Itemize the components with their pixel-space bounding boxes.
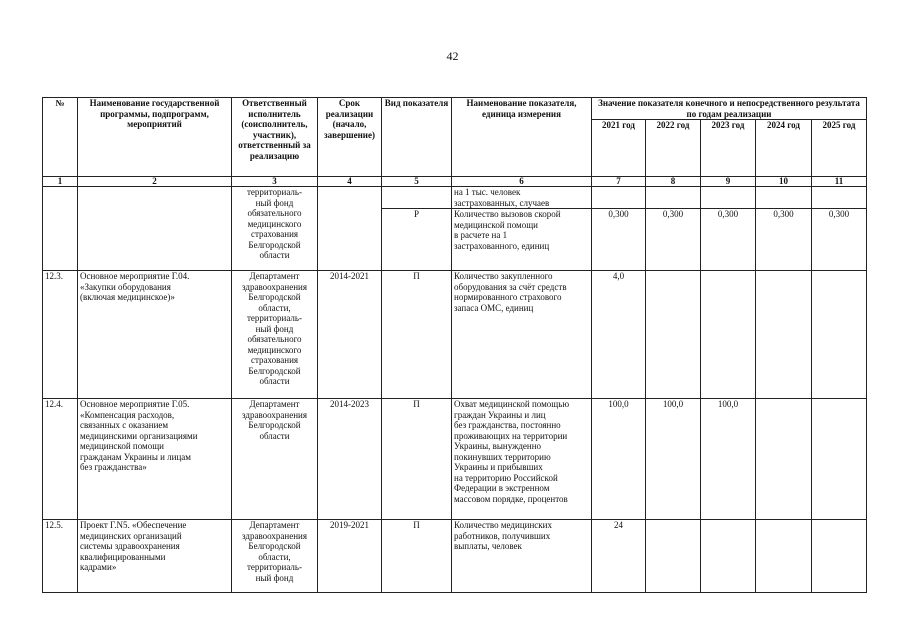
row-executor-line: Департамент xyxy=(249,399,300,409)
header-year-2025: 2025 год xyxy=(812,120,867,177)
cont-name-cell xyxy=(78,187,232,271)
row-name-line: «Компенсация расходов, xyxy=(80,409,175,420)
table-row xyxy=(43,520,867,593)
cont-executor-line: области xyxy=(259,250,290,260)
row-executor-line: ный фонд xyxy=(255,323,294,334)
value-cell xyxy=(756,187,812,209)
row-name-cell xyxy=(78,271,232,399)
column-number: 11 xyxy=(812,177,867,187)
value-cell xyxy=(646,271,701,399)
row-indicator-line: Федерации в экстренном xyxy=(454,483,550,493)
cont-indicator-b-line: медицинской помощи xyxy=(454,219,538,230)
row-name-line: медицинскими организациями xyxy=(80,430,198,441)
row-indicator-line: работников, получивших xyxy=(454,530,551,541)
row-executor-cell xyxy=(232,399,318,520)
cont-indicator-a-line: застрахованных, случаев xyxy=(454,197,550,208)
cont-indicator-b-line: застрахованного, единиц xyxy=(454,240,550,251)
row-executor-line: территориаль- xyxy=(246,313,303,323)
cont-indicator-a-line: на 1 тыс. человек xyxy=(454,187,521,197)
row-term: 2019-2021 xyxy=(318,520,382,593)
header-year-2021: 2021 год xyxy=(592,120,646,177)
row-executor-line: обязательного xyxy=(247,334,302,344)
header-term: Срок реализации (начало, завершение) xyxy=(318,98,382,177)
row-executor-line: области, xyxy=(258,551,291,562)
column-number: 1 xyxy=(43,177,78,187)
value-cell: 0,300 xyxy=(646,209,701,271)
row-type: П xyxy=(382,520,452,593)
row-term: 2014-2021 xyxy=(318,271,382,399)
cont-executor-line: обязательного xyxy=(247,208,302,218)
row-indicator-line: запаса ОМС, единиц xyxy=(454,302,534,313)
row-executor-line: Белгородской xyxy=(248,420,301,430)
row-indicator-line: покинувших территорию xyxy=(454,451,551,462)
row-number: 12.5. xyxy=(43,520,78,593)
row-name-line: кадрами» xyxy=(80,562,117,572)
continuation-row-a xyxy=(43,187,867,209)
cont-executor-line: ный фонд xyxy=(255,197,294,208)
row-name-cell xyxy=(78,399,232,520)
cont-indicator-a-cell xyxy=(452,187,592,209)
row-indicator-line: Охват медицинской помощью xyxy=(454,399,570,409)
row-indicator-cell xyxy=(452,271,592,399)
column-numbers-row xyxy=(43,177,867,187)
value-cell xyxy=(646,187,701,209)
column-number: 5 xyxy=(382,177,452,187)
row-name-line: системы здравоохранения xyxy=(80,541,180,551)
row-indicator-line: на территорию Российской xyxy=(454,472,558,483)
value-cell xyxy=(812,187,867,209)
header-no: № xyxy=(43,98,78,177)
value-cell xyxy=(756,399,812,520)
row-executor-line: страхования xyxy=(250,355,299,365)
value-cell: 0,300 xyxy=(756,209,812,271)
cont-indicator-b-line: Количество вызовов скорой xyxy=(454,209,561,219)
row-executor-line: здравоохранения xyxy=(241,409,307,420)
cont-executor-line: территориаль- xyxy=(246,187,303,197)
value-cell: 0,300 xyxy=(592,209,646,271)
column-number: 6 xyxy=(452,177,592,187)
row-name-line: Основное мероприятие Г.05. xyxy=(80,399,190,409)
cont-executor-cell xyxy=(232,187,318,271)
row-indicator-line: нормированного страхового xyxy=(454,292,562,302)
value-cell xyxy=(756,271,812,399)
cont-executor-line: страхования xyxy=(250,229,299,239)
value-cell: 24 xyxy=(592,520,646,593)
row-name-line: медицинских организаций xyxy=(80,530,182,541)
value-cell xyxy=(701,520,756,593)
row-executor-line: медицинского xyxy=(247,344,302,355)
value-cell xyxy=(756,520,812,593)
row-executor-line: здравоохранения xyxy=(241,281,307,292)
header-year-2023: 2023 год xyxy=(701,120,756,177)
value-cell xyxy=(701,187,756,209)
header-type: Вид показателя xyxy=(382,98,452,177)
row-name-line: (включая медицинское)» xyxy=(80,292,175,302)
column-number: 2 xyxy=(78,177,232,187)
column-number: 8 xyxy=(646,177,701,187)
value-cell xyxy=(592,187,646,209)
column-number: 9 xyxy=(701,177,756,187)
row-indicator-line: оборудования за счёт средств xyxy=(454,281,567,292)
row-indicator-line: Украины, вынужденно xyxy=(454,441,542,451)
row-name-line: гражданам Украины и лицам xyxy=(80,451,191,462)
row-name-line: квалифицированными xyxy=(80,551,166,562)
row-indicator-line: Украины и прибывших xyxy=(454,462,543,472)
header-values: Значение показателя конечного и непосредственного результата по годам реализации xyxy=(592,98,867,120)
header-indicator: Наименование показателя, единица измерения xyxy=(452,98,592,177)
row-name-line: Основное мероприятие Г.04. xyxy=(80,271,190,281)
row-executor-line: области, xyxy=(258,302,291,313)
row-type: П xyxy=(382,399,452,520)
cont-term-cell xyxy=(318,187,382,271)
value-cell: 4,0 xyxy=(592,271,646,399)
row-executor-line: области xyxy=(259,430,290,441)
row-executor-line: Белгородской xyxy=(248,365,301,376)
value-cell: 0,300 xyxy=(701,209,756,271)
row-indicator-line: проживающих на территории xyxy=(454,430,568,441)
row-name-line: без гражданства» xyxy=(80,462,147,472)
row-executor-line: здравоохранения xyxy=(241,530,307,541)
table-row xyxy=(43,399,867,520)
row-executor-line: Белгородской xyxy=(248,541,301,551)
program-table xyxy=(42,97,867,593)
row-executor-line: Департамент xyxy=(249,271,300,281)
header-executor: Ответственный исполнитель (соисполнитель, участник), ответственный за реализацию xyxy=(232,98,318,177)
row-executor-line: ный фонд xyxy=(255,572,294,583)
cont-indicator-b-line: в расчете на 1 xyxy=(454,230,508,240)
row-name-line: связанных с оказанием xyxy=(80,420,169,430)
row-name-line: Проект Г.N5. «Обеспечение xyxy=(80,520,187,530)
row-executor-line: области xyxy=(259,376,290,386)
cont-executor-line: Белгородской xyxy=(248,239,301,250)
row-name-line: «Закупки оборудования xyxy=(80,281,171,292)
value-cell xyxy=(812,520,867,593)
column-number: 4 xyxy=(318,177,382,187)
value-cell xyxy=(812,271,867,399)
header-row xyxy=(43,98,867,120)
row-number: 12.3. xyxy=(43,271,78,399)
column-number: 3 xyxy=(232,177,318,187)
column-number: 10 xyxy=(756,177,812,187)
row-executor-line: территориаль- xyxy=(246,562,303,572)
value-cell: 100,0 xyxy=(592,399,646,520)
row-number: 12.4. xyxy=(43,399,78,520)
page-number: 42 xyxy=(446,49,459,63)
value-cell xyxy=(812,399,867,520)
cont-no-cell xyxy=(43,187,78,271)
value-cell xyxy=(701,271,756,399)
header-year-2024: 2024 год xyxy=(756,120,812,177)
value-cell xyxy=(646,520,701,593)
value-cell: 100,0 xyxy=(646,399,701,520)
row-indicator-line: массовом порядке, процентов xyxy=(454,493,568,504)
row-name-line: медицинской помощи xyxy=(80,441,164,451)
table-row xyxy=(43,271,867,399)
cont-executor-line: медицинского xyxy=(247,218,302,229)
cont-type-b-cell: Р xyxy=(382,209,452,271)
column-number: 7 xyxy=(592,177,646,187)
row-indicator-line: Количество медицинских xyxy=(454,520,552,530)
row-indicator-line: без гражданства, постоянно xyxy=(454,420,561,430)
value-cell: 100,0 xyxy=(701,399,756,520)
row-name-cell xyxy=(78,520,232,593)
row-indicator-cell xyxy=(452,520,592,593)
header-name: Наименование государственной программы, подпрограмм, мероприятий xyxy=(78,98,232,177)
row-indicator-line: Количество закупленного xyxy=(454,271,553,281)
row-executor-line: Департамент xyxy=(249,520,300,530)
header-year-2022: 2022 год xyxy=(646,120,701,177)
cont-indicator-b-cell xyxy=(452,209,592,271)
value-cell: 0,300 xyxy=(812,209,867,271)
row-indicator-line: выплаты, человек xyxy=(454,541,522,551)
row-type: П xyxy=(382,271,452,399)
row-executor-cell xyxy=(232,520,318,593)
row-executor-cell xyxy=(232,271,318,399)
cont-type-a-cell xyxy=(382,187,452,209)
row-indicator-cell xyxy=(452,399,592,520)
row-executor-line: Белгородской xyxy=(248,292,301,302)
row-term: 2014-2023 xyxy=(318,399,382,520)
row-indicator-line: граждан Украины и лиц xyxy=(454,409,546,420)
